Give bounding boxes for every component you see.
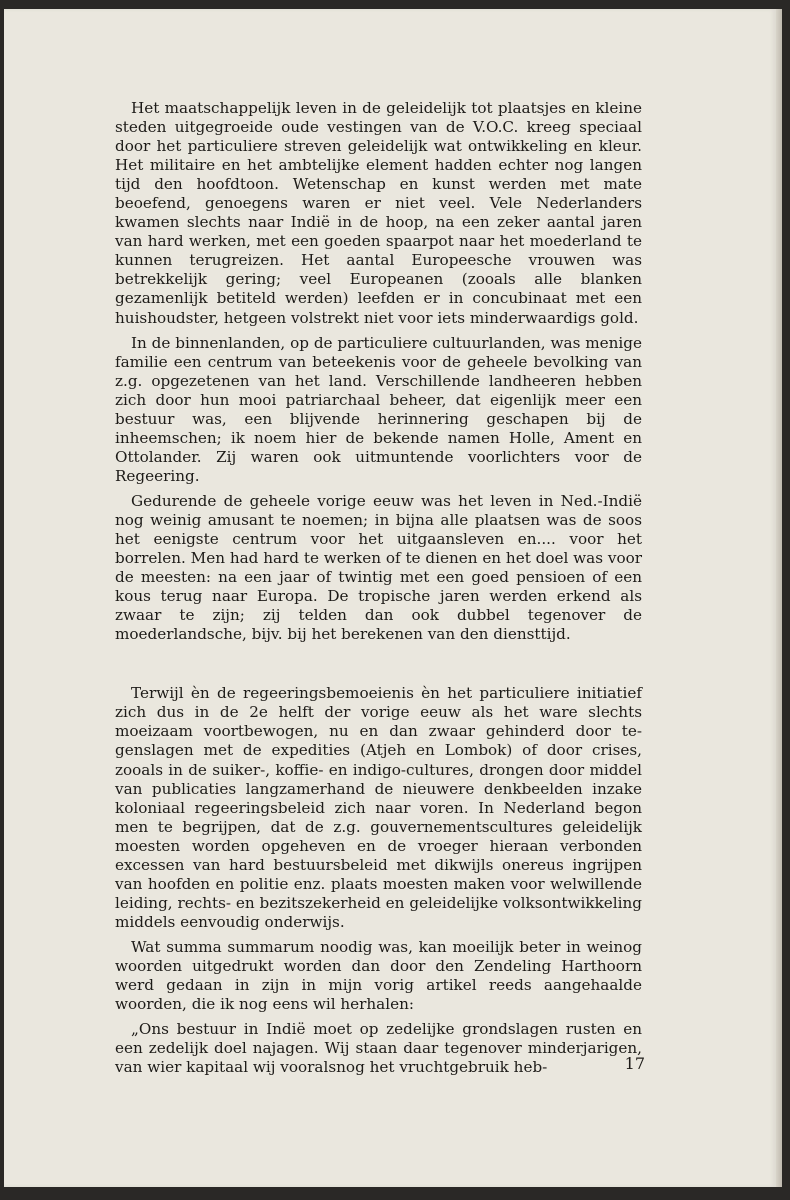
- body-text: [115, 99, 642, 1083]
- section-break: [115, 650, 642, 684]
- page-edge: [776, 9, 782, 1187]
- paragraph-4: Terwijl èn de regeeringsbemoeienis èn het particuliere initiatief zich dus in de 2e helft der vorige eeuw als het ware slechts moeizaam voortbewogen, nu en dan zwaar gehinderd door tegenslagen met de expedities (Atjeh en Lombok) of door crises, zooals in de suiker-, koffie- en indigo-cultures, drongen door middel van publicaties langzamerhand de nieuwere denkbeelden inzake koloniaal regeeringsbeleid zich naar voren. In Nederland begon men te begrijpen, dat de z.g. gouvernementscultures geleidelijk moesten worden opgeheven en de vroeger hieraan verbonden excessen van hard bestuursbeleid met dikwijls onereus ingrijpen van hoofden en politie enz. plaats moesten maken voor welwillende leiding, rechts- en bezitszekerheid en geleidelijke volksontwikkeling middels eenvoudig onderwijs.: [115, 684, 642, 931]
- paragraph-1: Het maatschappelijk leven in de geleidelijk tot plaatsjes en kleine steden uitgegroeide oude vestingen van de V.O.C. kreeg speciaal door het particuliere streven geleidelijk wat ontwikkeling en kleur. Het militaire en het ambtelijke element hadden echter nog langen tijd den hoofdtoon. Wetenschap en kunst werden met mate beoefend, genoegens waren er niet veel. Vele Nederlanders kwamen slechts naar Indië in de hoop, na een zeker aantal jaren van hard werken, met een goeden spaarpot naar het moederland te kunnen terugreizen. Het aantal Europeesche vrouwen was betrekkelijk gering; veel Europeanen (zooals alle blanken gezamenlijk betiteld werden) leefden er in concubinaat met een huishoudster, hetgeen volstrekt niet voor iets minderwaardigs gold.: [115, 99, 642, 327]
- paragraph-2: In de binnenlanden, op de particuliere cultuurlanden, was menige familie een centrum van beteekenis voor de geheele bevolking van z.g. opgezetenen van het land. Verschillende landheeren hebben zich door hun mooi patriarchaal beheer, dat eigenlijk meer een bestuur was, een blijvende herinnering geschapen bij de inheemschen; ik noem hier de bekende namen Holle, Ament en Ottolander. Zij waren ook uitmuntende voorlichters voor de Regeering.: [115, 333, 642, 485]
- paragraph-6: „Ons bestuur in Indië moet op zedelijke grondslagen rusten en een zedelijk doel najagen. Wij staan daar tegenover minderjarigen, van wier kapitaal wij vooralsnog het vruchtgebruik heb-: [115, 1020, 642, 1077]
- paragraph-3: Gedurende de geheele vorige eeuw was het leven in Ned.-Indië nog weinig amusant te noemen; in bijna alle plaatsen was de soos het eenigste centrum voor het uitgaansleven en.... voor het borrelen. Men had hard te werken of te dienen en het doel was voor de meesten: na een jaar of twintig met een goed pensioen of een kous terug naar Europa. De tropische jaren werden erkend als zwaar te zijn; zij telden dan ook dubbel tegenover de moederlandsche, bijv. bij het berekenen van den diensttijd.: [115, 491, 642, 644]
- paragraph-5: Wat summa summarum noodig was, kan moeilijk beter in weinog woorden uitgedrukt worden dan door den Zendeling Harthoorn werd gedaan in zijn in mijn vorig artikel reeds aangehaalde woorden, die ik nog eens wil herhalen:: [115, 937, 642, 1014]
- page-number: 17: [624, 1054, 645, 1073]
